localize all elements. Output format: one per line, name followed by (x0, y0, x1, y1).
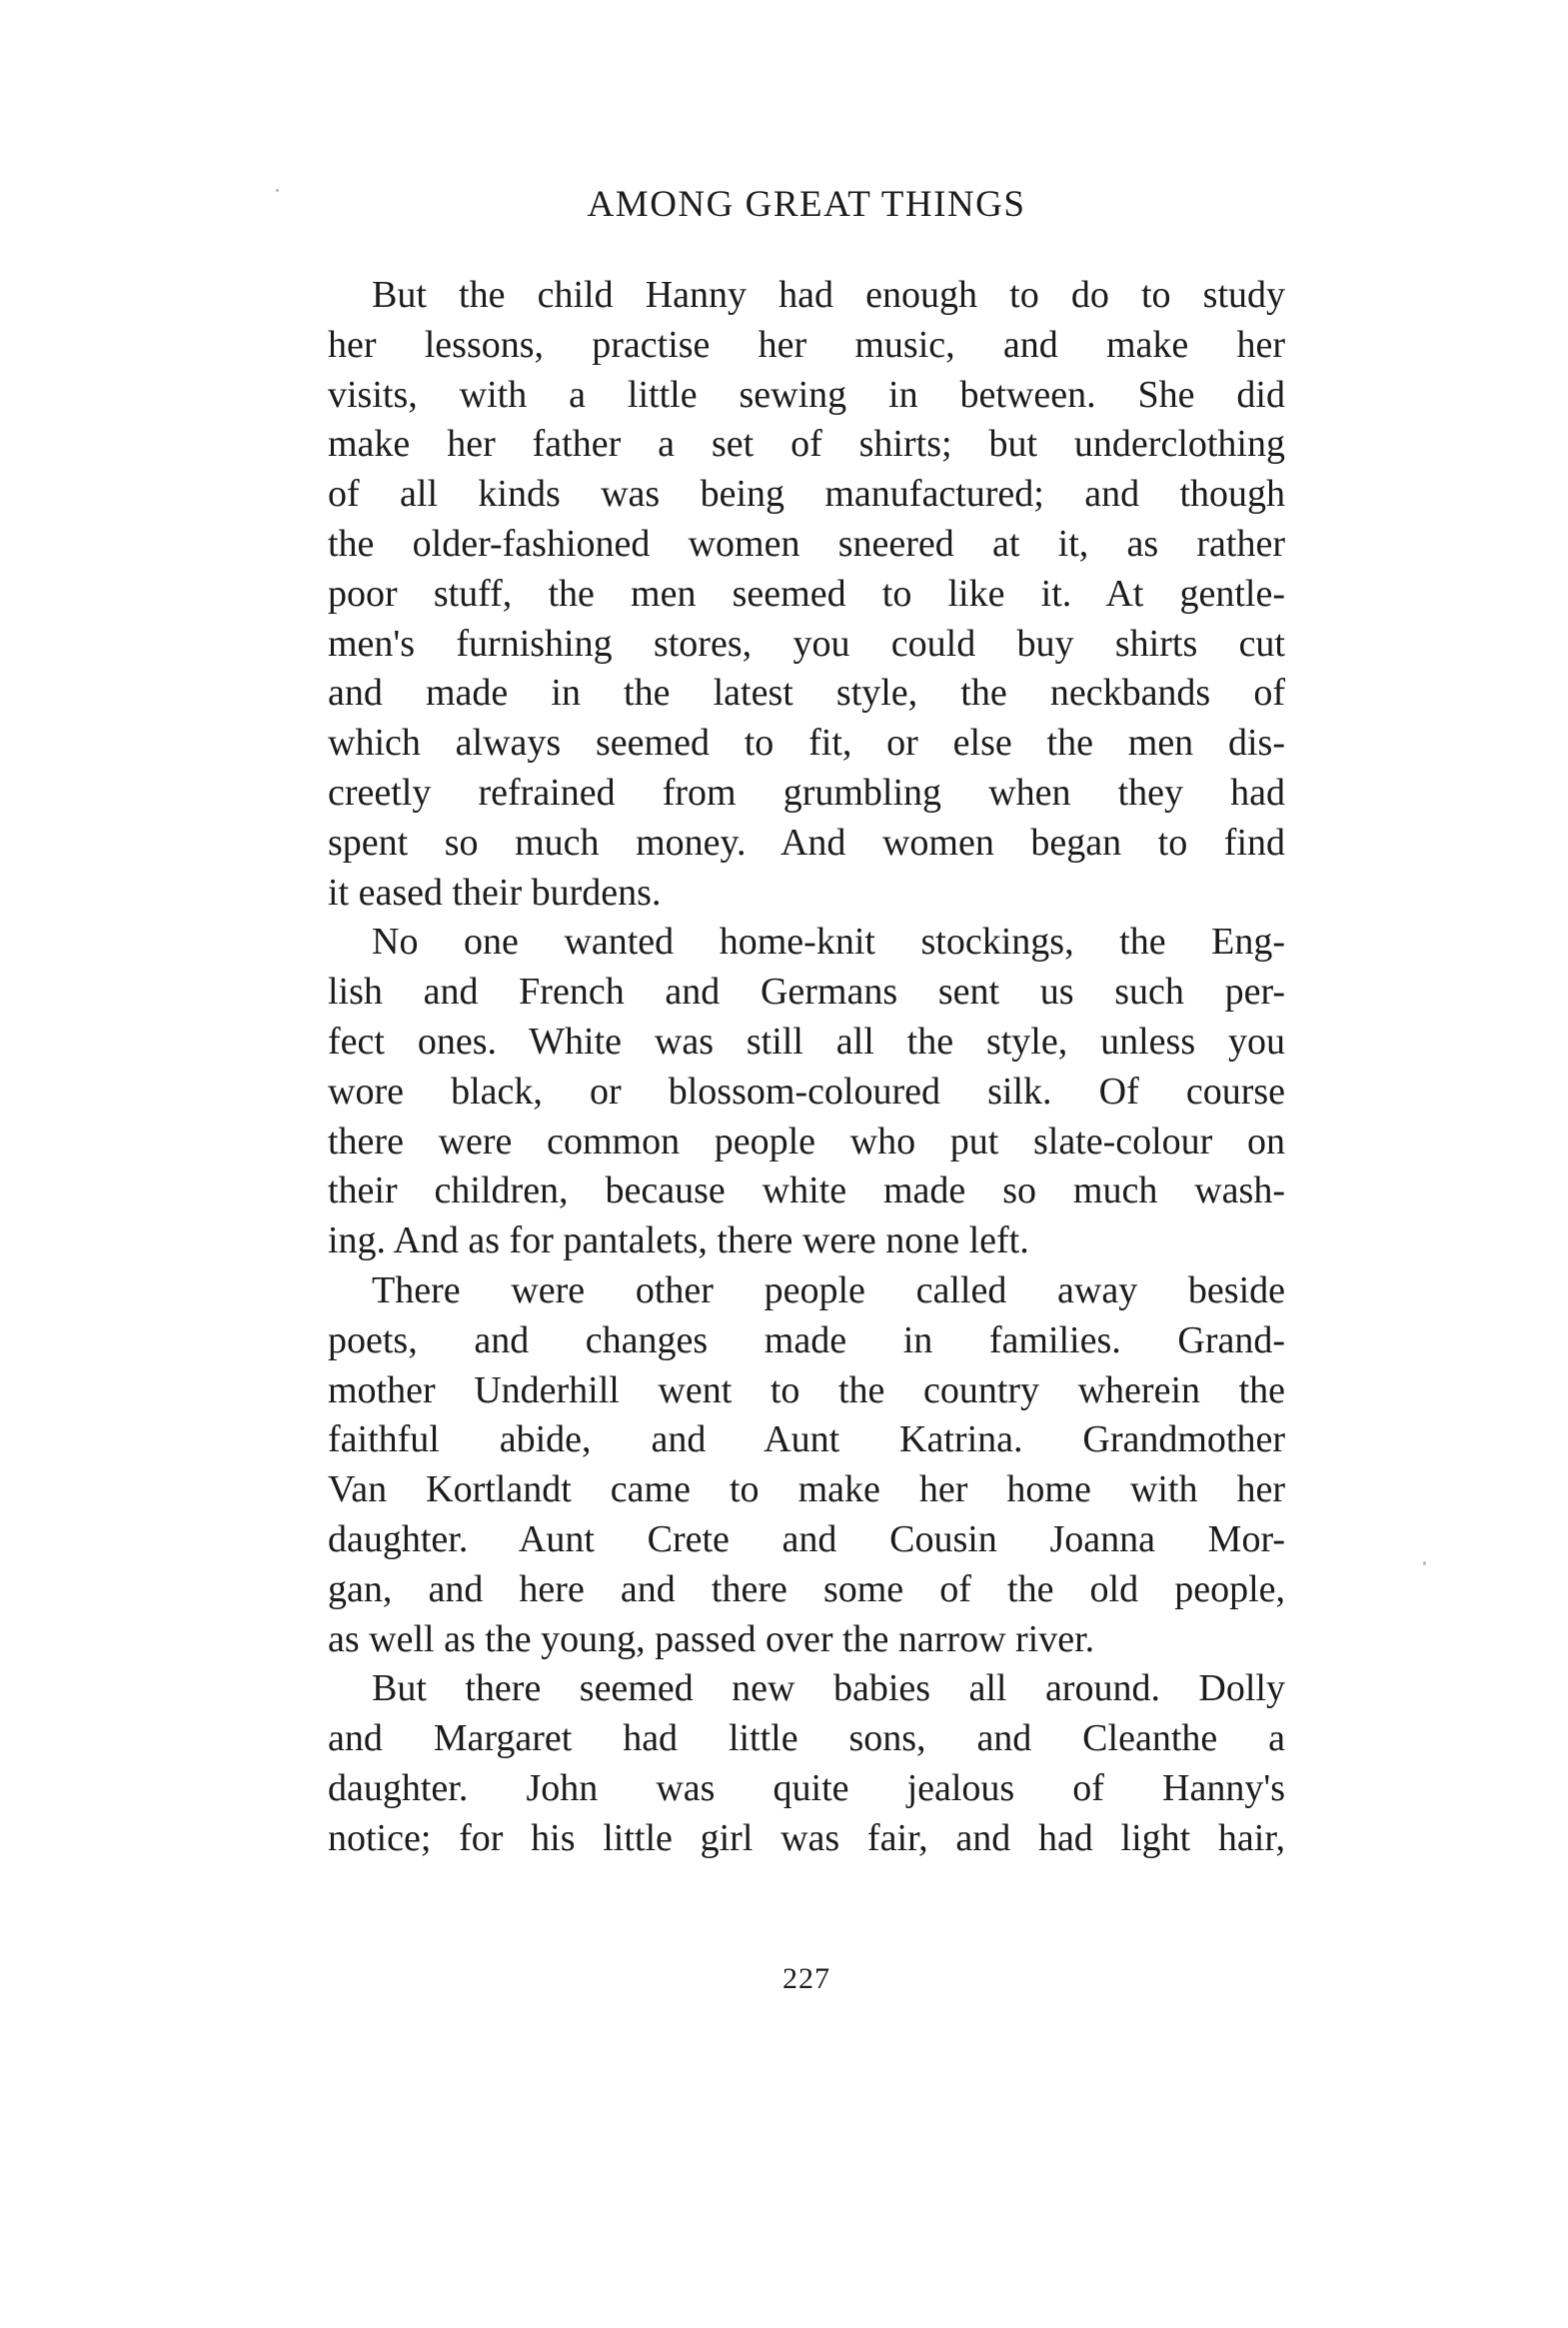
text-line: lish and French and Germans sent us such per- (328, 971, 1285, 1014)
text-line: poor stuff, the men seemed to like it. At gentle- (328, 572, 1285, 615)
text-line: No one wanted home-knit stockings, the Eng- (372, 921, 1285, 964)
text-line: her lessons, practise her music, and make her (328, 323, 1285, 366)
text-line: there were common people who put slate-colour on (328, 1120, 1285, 1163)
paragraph (328, 271, 1285, 918)
text-line: of all kinds was being manufactured; and though (328, 473, 1285, 516)
text-line: But there seemed new babies all around. Dolly (372, 1667, 1285, 1710)
text-line: men's furnishing stores, you could buy shirts cut (328, 622, 1285, 665)
text-line: Van Kortlandt came to make her home with her (328, 1468, 1285, 1511)
text-line: spent so much money. And women began to find (328, 821, 1285, 864)
paragraph (328, 918, 1285, 1266)
text-line: notice; for his little girl was fair, and had light hair, (328, 1816, 1285, 1859)
scan-speck (1423, 1561, 1426, 1565)
text-line: it eased their burdens. (328, 871, 662, 914)
text-line: faithful abide, and Aunt Katrina. Grandmother (328, 1418, 1285, 1461)
text-line: and made in the latest style, the neckbands of (328, 672, 1285, 715)
text-line: daughter. Aunt Crete and Cousin Joanna Mor- (328, 1517, 1285, 1560)
page-number: 227 (783, 1962, 830, 1995)
text-line: their children, because white made so much wash- (328, 1169, 1285, 1212)
text-line: wore black, or blossom-coloured silk. Of course (328, 1070, 1285, 1113)
text-line: There were other people called away beside (372, 1268, 1285, 1311)
text-line: visits, with a little sewing in between. She did (328, 373, 1285, 416)
text-line: the older-fashioned women sneered at it, as rather (328, 522, 1285, 565)
scan-speck (276, 189, 279, 192)
text-line: poets, and changes made in families. Grand- (328, 1318, 1285, 1361)
text-line: make her father a set of shirts; but underclothing (328, 423, 1285, 466)
text-line: fect ones. White was still all the style, unless you (328, 1020, 1285, 1063)
text-line: which always seemed to fit, or else the men dis- (328, 722, 1285, 765)
text-line: ing. And as for pantalets, there were none left. (328, 1219, 1029, 1262)
running-head: AMONG GREAT THINGS (587, 184, 1026, 225)
text-line: as well as the young, passed over the narrow river. (328, 1617, 1095, 1660)
paragraph (328, 1664, 1285, 1863)
text-line: and Margaret had little sons, and Cleanthe a (328, 1717, 1285, 1760)
text-line: But the child Hanny had enough to do to study (372, 274, 1285, 316)
paragraph (328, 1266, 1285, 1664)
text-line: gan, and here and there some of the old people, (328, 1567, 1285, 1610)
text-line: creetly refrained from grumbling when they had (328, 771, 1285, 814)
text-line: daughter. John was quite jealous of Hanny's (328, 1766, 1285, 1809)
text-line: mother Underhill went to the country wherein the (328, 1368, 1285, 1411)
body-text (328, 271, 1285, 1864)
